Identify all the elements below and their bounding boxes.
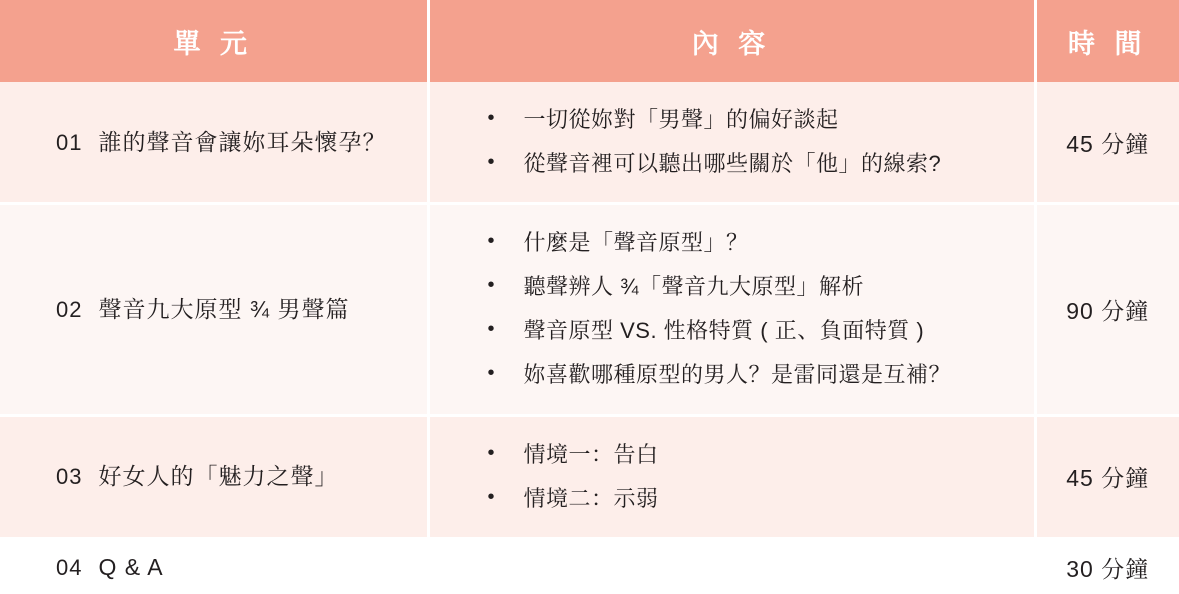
list-item: • 從聲音裡可以聽出哪些關於「他」的線索? (466, 142, 1014, 186)
content-cell (428, 82, 1035, 204)
content-cell (428, 415, 1035, 538)
unit-cell (0, 204, 428, 415)
table-row (0, 538, 1179, 594)
column-header-time: 時 間 (1035, 0, 1179, 82)
table-body (0, 82, 1179, 594)
unit-cell (0, 82, 428, 204)
table-header-row (0, 0, 1179, 82)
list-item: • 聲音原型 VS. 性格特質 ( 正、負面特質 ) (466, 309, 1014, 353)
unit-number: 01 (56, 129, 83, 155)
table-row (0, 204, 1179, 415)
table-row (0, 82, 1179, 204)
content-bullet-list (466, 433, 1014, 521)
time-cell: 30 分鐘 (1035, 538, 1179, 594)
list-item: • 妳喜歡哪種原型的男人？是雷同還是互補？ (466, 353, 1014, 397)
unit-number: 02 (56, 297, 83, 323)
table-header (0, 0, 1179, 82)
column-header-content: 內 容 (428, 0, 1035, 82)
table-row (0, 415, 1179, 538)
unit-cell (0, 538, 428, 594)
unit-cell (0, 415, 428, 538)
time-cell: 45 分鐘 (1035, 415, 1179, 538)
content-cell (428, 538, 1035, 594)
list-item: • 情境二：示弱 (466, 477, 1014, 521)
list-item: • 聽聲辨人 ¾「聲音九大原型」解析 (466, 265, 1014, 309)
list-item: • 什麼是「聲音原型」？ (466, 221, 1014, 265)
list-item: • 一切從妳對「男聲」的偏好談起 (466, 98, 1014, 142)
unit-number: 03 (56, 464, 83, 490)
list-item: • 情境一：告白 (466, 433, 1014, 477)
column-header-unit: 單 元 (0, 0, 428, 82)
unit-title: 好女人的「魅力之聲」 (98, 463, 339, 490)
content-bullet-list (466, 221, 1014, 397)
unit-number: 04 (56, 554, 83, 580)
time-cell: 45 分鐘 (1035, 82, 1179, 204)
unit-title: 誰的聲音會讓妳耳朵懷孕？ (98, 128, 387, 155)
unit-title: Q & A (98, 553, 164, 580)
content-bullet-list (466, 98, 1014, 186)
time-cell: 90 分鐘 (1035, 204, 1179, 415)
content-cell (428, 204, 1035, 415)
unit-title: 聲音九大原型 ¾ 男聲篇 (98, 296, 350, 323)
